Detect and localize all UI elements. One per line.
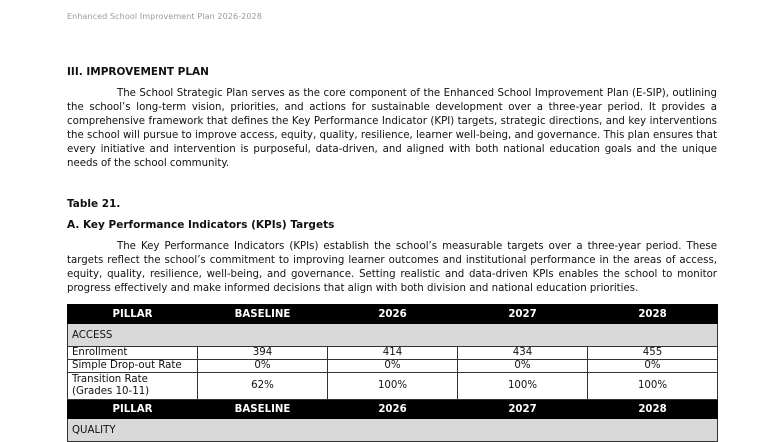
kpi-paragraph: The Key Performance Indicators (KPIs) establish the school’s measurable targets over a three-year period. These targets reflect the school’s commitment to improving learner outcomes and institutional performance in the areas of access, equity, quality, resilience, well-being, and governance. Setting realistic and data-driven KPIs enables the school to monitor progress effectively and make informed decisions that align with both division and national education priorities. (67, 241, 717, 294)
col-header-2027: 2027 (458, 305, 588, 324)
target-2027-cell: 0% (458, 360, 588, 373)
col-header-2027: 2027 (458, 400, 588, 419)
baseline-cell: 62% (198, 373, 328, 400)
col-header-pillar: PILLAR (68, 305, 198, 324)
col-header-pillar: PILLAR (68, 400, 198, 419)
col-header-2026: 2026 (328, 305, 458, 324)
table-row (68, 360, 718, 373)
target-2026-cell: 0% (328, 360, 458, 373)
group-row-access (68, 324, 718, 347)
group-label: QUALITY (68, 419, 718, 442)
indicator-cell: Enrollment (68, 347, 198, 360)
indicator-cell (68, 373, 198, 400)
indicator-cell: Simple Drop-out Rate (68, 360, 198, 373)
kpi-table (67, 304, 718, 442)
target-2026-cell: 100% (328, 373, 458, 400)
baseline-cell: 0% (198, 360, 328, 373)
indicator-line: (Grades 10-11) (72, 386, 150, 397)
target-2027-cell: 434 (458, 347, 588, 360)
group-label: ACCESS (68, 324, 718, 347)
table-row (68, 347, 718, 360)
col-header-2026: 2026 (328, 400, 458, 419)
indicator-line: Transition Rate (72, 374, 148, 385)
kpi-heading: A. Key Performance Indicators (KPIs) Targets (67, 219, 335, 231)
baseline-cell: 394 (198, 347, 328, 360)
running-header: Enhanced School Improvement Plan 2026-2028 (67, 12, 262, 21)
target-2026-cell: 414 (328, 347, 458, 360)
group-row-quality (68, 419, 718, 442)
target-2028-cell: 0% (588, 360, 718, 373)
section-heading: III. IMPROVEMENT PLAN (67, 66, 209, 78)
table-header-row (68, 400, 718, 419)
intro-paragraph: The School Strategic Plan serves as the core component of the Enhanced School Improvement Plan (E-SIP), outlining the school’s long-term vision, priorities, and actions for sustainable development over a three-year period. It provides a comprehensive framework that defines the Key Performance Indicator (KPI) targets, strategic directions, and key interventions the school will pursue to improve access, equity, quality, resilience, learner well-being, and governance. This plan ensures that every initiative and intervention is purposeful, data-driven, and aligned with both national education goals and the unique needs of the school community. (67, 88, 717, 169)
target-2028-cell: 455 (588, 347, 718, 360)
table-row (68, 373, 718, 400)
col-header-baseline: BASELINE (198, 400, 328, 419)
table-label: Table 21. (67, 198, 121, 210)
target-2027-cell: 100% (458, 373, 588, 400)
target-2028-cell: 100% (588, 373, 718, 400)
col-header-2028: 2028 (588, 305, 718, 324)
col-header-baseline: BASELINE (198, 305, 328, 324)
col-header-2028: 2028 (588, 400, 718, 419)
table-header-row (68, 305, 718, 324)
